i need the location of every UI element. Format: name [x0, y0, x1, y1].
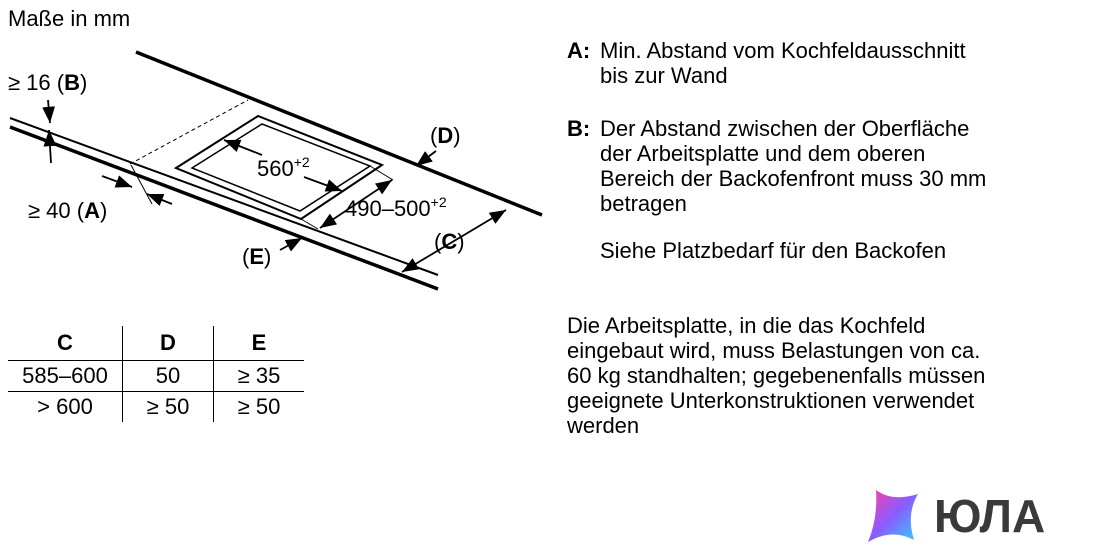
dimensions-table [8, 326, 304, 422]
table-header-d: D [123, 326, 214, 361]
label-e: (E) [242, 244, 272, 269]
table-row [8, 361, 304, 392]
installation-diagram [0, 0, 560, 310]
logo-star-icon [868, 490, 918, 542]
label-c: (C) [434, 229, 465, 254]
label-d: (D) [430, 123, 461, 148]
label-a: ≥ 40 (A) [28, 198, 108, 223]
note-a [567, 38, 1087, 88]
a-ext-line [131, 165, 152, 204]
a-arrow-left [102, 176, 132, 187]
worktop-left-hidden-edge [130, 100, 248, 164]
notes-panel [567, 38, 1087, 438]
table-header-row [8, 326, 304, 361]
note-oven-reference: Siehe Platzbedarf für den Backofen [600, 238, 947, 263]
table-cell: > 600 [8, 392, 123, 423]
width-arrow-right [304, 177, 342, 191]
table-cell: 585–600 [8, 361, 123, 392]
logo-text: ЮЛА [934, 490, 1046, 542]
note-b [567, 116, 1087, 216]
brand-logo [862, 488, 1092, 544]
b-arrow-bottom [49, 130, 51, 163]
table-cell: ≥ 50 [214, 392, 305, 423]
dim-depth: $490-500^{+2}$ [345, 194, 447, 221]
b-arrow-top [48, 100, 50, 123]
table-row [8, 392, 304, 423]
table-header-e: E [214, 326, 305, 361]
units-label: Maße in mm [8, 6, 131, 31]
table-header-c: C [57, 330, 73, 355]
table-cell: 50 [123, 361, 214, 392]
dim-width: $560^{+2}$ [257, 154, 310, 181]
note-b-text: Der Abstand zwischen der Oberfläche der Arbeitsplatte und dem oberen Bereich der Backofenfront muss 30 mm betragen [600, 116, 987, 216]
note-worktop-load: Die Arbeitsplatte, in die das Kochfeld eingebaut wird, muss Belastungen von ca. 60 kg standhalten; gegebenenfalls müssen geeignete Unterkonstruktionen verwendet werden [567, 313, 986, 438]
note-a-key: A: [567, 38, 591, 63]
d-arrow [416, 151, 436, 166]
depth-ext-line-1 [370, 166, 393, 180]
label-b: ≥ 16 (B) [8, 70, 88, 95]
note-a-text: Min. Abstand vom Kochfeldausschnitt bis zur Wand [600, 38, 966, 88]
table-cell: ≥ 35 [214, 361, 305, 392]
e-arrow [280, 238, 302, 250]
table-cell: ≥ 50 [123, 392, 214, 423]
width-arrow-left [224, 140, 262, 155]
note-b-key: B: [567, 116, 591, 141]
